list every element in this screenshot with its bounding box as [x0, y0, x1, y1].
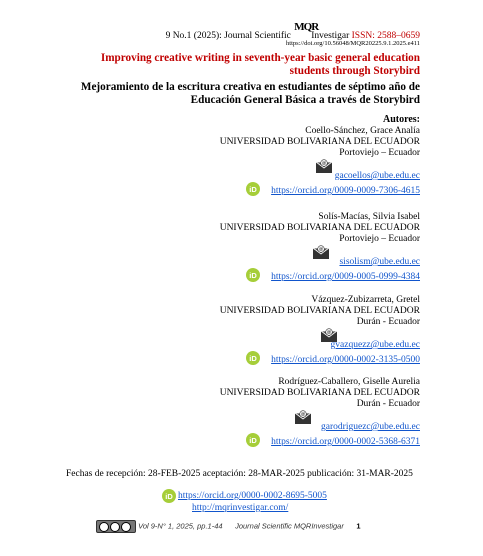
orcid-icon: iD — [162, 489, 176, 503]
orcid-icon: iD — [246, 182, 260, 196]
title-english: Improving creative writing in seventh-year basic general education students through Storybird — [100, 52, 420, 77]
orcid-icon: iD — [246, 268, 260, 282]
mail-icon — [294, 409, 312, 425]
doi-link[interactable]: https://doi.org/10.56048/MQR20225.9.1.2025.e411 — [286, 40, 420, 47]
author-name: Solís-Macías, Silvia Isabel — [318, 212, 420, 222]
author-city: Portoviejo – Ecuador — [339, 234, 420, 244]
mail-icon — [312, 244, 330, 260]
author-email[interactable]: sisolism@ube.edu.ec — [339, 257, 420, 267]
author-email[interactable]: gacoellos@ube.edu.ec — [334, 171, 420, 181]
author-university: UNIVERSIDAD BOLIVARIANA DEL ECUADOR — [219, 388, 420, 398]
author-university: UNIVERSIDAD BOLIVARIANA DEL ECUADOR — [219, 137, 420, 147]
svg-text:@: @ — [326, 329, 332, 335]
author-university: UNIVERSIDAD BOLIVARIANA DEL ECUADOR — [219, 223, 420, 233]
svg-text:@: @ — [318, 246, 324, 252]
footer-citation: Vol 9-N° 1, 2025, pp.1-44 — [138, 521, 223, 531]
cc-license-icon — [96, 520, 136, 533]
publication-dates: Fechas de recepción: 28-FEB-2025 aceptación: 28-MAR-2025 publicación: 31-MAR-2025 — [66, 469, 413, 479]
orcid-icon: iD — [246, 433, 260, 447]
svg-text:@: @ — [300, 411, 306, 417]
author-name: Vázquez-Zubizarreta, Gretel — [311, 295, 420, 305]
mail-icon — [315, 158, 333, 174]
author-orcid-link[interactable]: https://orcid.org/0009-0005-0999-4384 — [271, 272, 420, 282]
author-university: UNIVERSIDAD BOLIVARIANA DEL ECUADOR — [219, 306, 420, 316]
author-city: Portoviejo – Ecuador — [339, 148, 420, 158]
author-email[interactable]: gvazquezz@ube.edu.ec — [330, 340, 420, 350]
orcid-icon: iD — [246, 351, 260, 365]
author-name: Rodríguez-Caballero, Giselle Aurelia — [278, 377, 420, 387]
authors-heading: Autores: — [382, 114, 420, 125]
author-orcid-link[interactable]: https://orcid.org/0000-0002-3135-0500 — [271, 355, 420, 365]
issn: ISSN: 2588–0659 — [351, 31, 420, 41]
author-name: Coello-Sánchez, Grace Analía — [305, 126, 420, 136]
footer-journal: Journal Scientific MQRInvestigar — [235, 521, 344, 531]
footer — [96, 520, 361, 533]
journal-orcid-link[interactable]: https://orcid.org/0000-0002-8695-5005 — [178, 491, 327, 501]
author-orcid-link[interactable]: https://orcid.org/0000-0002-5368-6371 — [271, 437, 420, 447]
page-number: 1 — [356, 521, 361, 531]
journal-website-link[interactable]: http://mqrinvestigar.com/ — [192, 503, 289, 513]
author-city: Durán - Ecuador — [356, 317, 420, 327]
svg-text:@: @ — [321, 160, 327, 166]
journal-logo: MQR — [294, 21, 319, 33]
author-orcid-link[interactable]: https://orcid.org/0009-0009-7306-4615 — [271, 186, 420, 196]
author-email[interactable]: garodriguezc@ube.edu.ec — [321, 422, 420, 432]
title-spanish: Mejoramiento de la escritura creativa en estudiantes de séptimo año de Educación General Básica a través de Storybird — [80, 81, 420, 106]
journal-header — [165, 21, 420, 41]
author-city: Durán - Ecuador — [356, 399, 420, 409]
volume-text: 9 No.1 (2025): Journal Scientific — [165, 31, 291, 41]
journal-suffix: Investigar — [311, 31, 350, 41]
